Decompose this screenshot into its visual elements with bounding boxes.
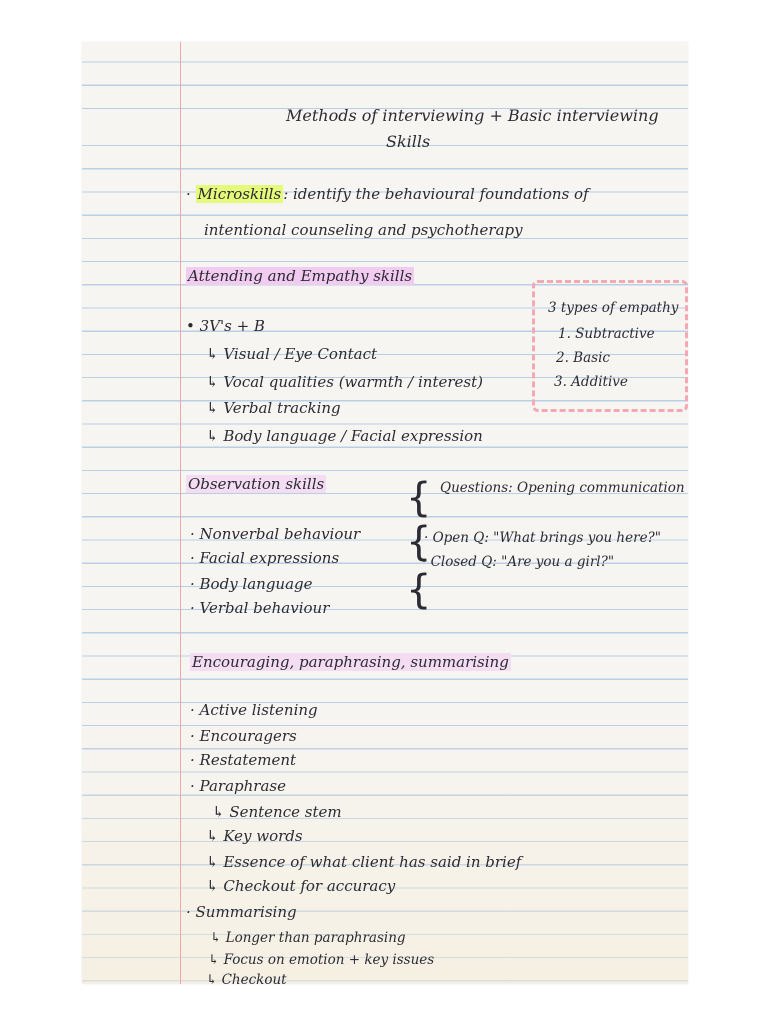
empathy-type-item: 3. Additive <box>554 374 628 390</box>
margin-line <box>180 42 181 984</box>
observation-item: · Body language <box>190 575 313 593</box>
encouraging-subitem: ↳ Checkout <box>206 972 287 984</box>
encouraging-subitem: ↳ Checkout for accuracy <box>206 877 396 895</box>
brace-mark: { <box>406 519 432 565</box>
encouraging-item: · Paraphrase <box>190 777 286 795</box>
question-item: · Open Q: "What brings you here?" <box>424 530 662 546</box>
attending-bullet: • 3V's + B <box>186 317 265 335</box>
empathy-type-item: 1. Subtractive <box>558 326 655 342</box>
observation-item: · Verbal behaviour <box>190 599 330 617</box>
attending-heading: Attending and Empathy skills <box>188 267 413 285</box>
notebook-page <box>82 42 688 984</box>
brace-mark: { <box>406 475 432 521</box>
microskills-line-2: intentional counseling and psychotherapy <box>204 221 523 239</box>
encouraging-subitem: ↳ Sentence stem <box>212 803 342 821</box>
observation-item: · Facial expressions <box>190 549 340 567</box>
microskills-term: Microskills <box>197 185 282 203</box>
attending-item: ↳ Visual / Eye Contact <box>206 345 378 363</box>
encouraging-subitem: ↳ Longer than paraphrasing <box>210 930 406 946</box>
encouraging-subitem: ↳ Essence of what client has said in brief <box>206 853 522 871</box>
encouraging-item: · Summarising <box>186 903 297 921</box>
encouraging-item: · Active listening <box>190 701 318 719</box>
questions-heading: Questions: Opening communication <box>440 480 685 496</box>
microskills-definition: : identify the behavioural foundations of <box>283 185 589 203</box>
question-item: · Closed Q: "Are you a girl?" <box>422 554 615 570</box>
attending-item: ↳ Verbal tracking <box>206 399 341 417</box>
microskills-line-1: · Microskills : identify the behavioural foundations of <box>186 185 589 203</box>
encouraging-heading: Encouraging, paraphrasing, summarising <box>192 653 509 671</box>
title-line-1: Methods of interviewing + Basic interviewing <box>286 106 659 125</box>
attending-item: ↳ Vocal qualities (warmth / interest) <box>206 373 483 391</box>
encouraging-item: · Encouragers <box>190 727 297 745</box>
observation-item: · Nonverbal behaviour <box>190 525 361 543</box>
observation-heading: Observation skills <box>188 475 325 493</box>
encouraging-subitem: ↳ Key words <box>206 827 303 845</box>
title-line-2: Skills <box>386 132 431 151</box>
encouraging-item: · Restatement <box>190 751 297 769</box>
attending-item: ↳ Body language / Facial expression <box>206 427 483 445</box>
brace-mark: { <box>406 567 432 613</box>
empathy-type-item: 2. Basic <box>556 350 610 366</box>
empathy-box-heading: 3 types of empathy <box>548 300 679 316</box>
encouraging-subitem: ↳ Focus on emotion + key issues <box>208 952 435 968</box>
